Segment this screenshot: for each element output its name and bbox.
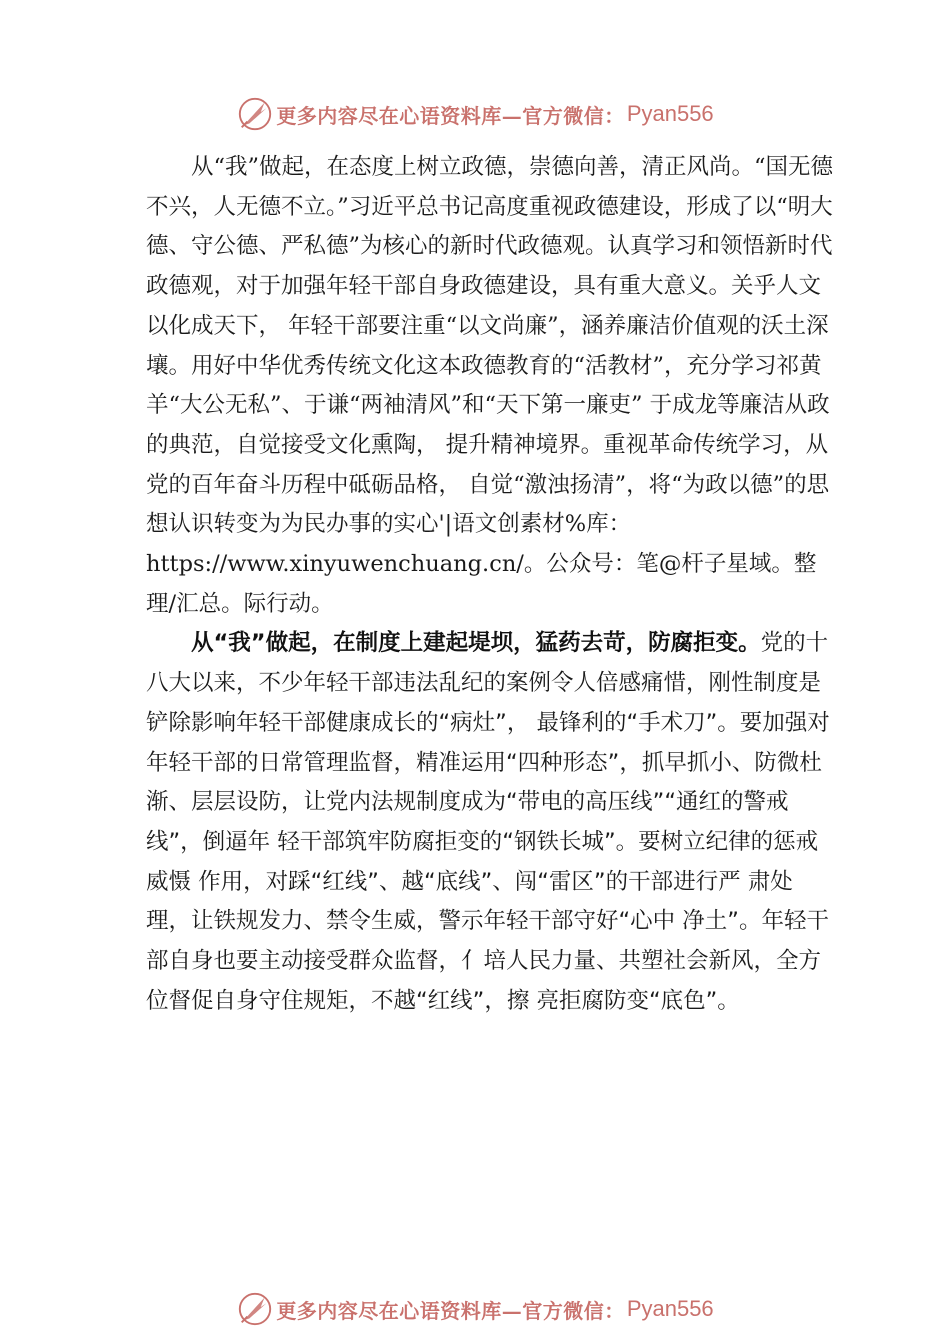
watermark-footer [0,1287,950,1331]
paragraph-lead-heading: 从“我”做起，在制度上建起堤坝，猛药去苛，防腐拒变。 [191,630,761,657]
quill-logo-icon [236,1290,274,1328]
watermark-text: 更多内容尽在心语资料库—官方微信： [276,1298,625,1323]
watermark-header [0,92,950,136]
paragraph-system [146,624,836,1021]
watermark-wechat-id: Pyan556 [626,101,714,126]
quill-logo-icon [236,95,274,133]
watermark-wechat-id: Pyan556 [626,1296,714,1321]
paragraph-attitude: 从“我”做起，在态度上树立政德，崇德向善，清正风尚。“国无德不兴，人无德不立。”习近平总书记高度重视政德建设，形成了以“明大德、守公德、严私德”为核心的新时代政德观。认真学习和领悟新时代政德观，对于加强年轻干部自身政德建设，具有重大意义。关乎人文以化成天下， 年轻干部要注重“以文尚廉”，涵养廉洁价值观的沃土深壤。用好中华优秀传统文化这本政德教育的“活教材”，充分学习祁黄羊“大公无私”、于谦“两袖清风”和“天下第一廉吏” 于成龙等廉洁从政的典范，自觉接受文化熏陶， 提升精神境界。重视革命传统学习，从党的百年奋斗历程中砥砺品格， 自觉“激浊扬清”，将“为政以德”的思想认识转变为为民办事的实心'|语文创素材%库：https://www.xinyuwenchuang.cn/。公众号：笔@杆子星域。整理/汇总。际行动。 [146,154,834,617]
document-body [146,148,836,1021]
paragraph-system-text: 党的十八大以来，不少年轻干部违法乱纪的案例令人倍感痛惜，刚性制度是铲除影响年轻干部健康成长的“病灶”， 最锋利的“手术刀”。要加强对年轻干部的日常管理监督，精准运用“四种形态”，抓早抓小、防微杜渐、层层设防，让党内法规制度成为“带电的高压线”“通红的警戒线”，倒逼年 轻干部筑牢防腐拒变的“钢铁长城”。要树立纪律的惩戒威慑 作用，对踩“红线”、越“底线”、闯“雷区”的干部进行严 肃处理，让铁规发力、禁令生威，警示年轻干部守好“心中 净土”。年轻干部自身也要主动接受群众监督，⺅培人民力量、共塑社会新风，全方位督促自身守住规矩，不越“红线”，擦 亮拒腐防变“底色”。 [146,630,830,1014]
watermark-text: 更多内容尽在心语资料库—官方微信： [276,103,625,128]
